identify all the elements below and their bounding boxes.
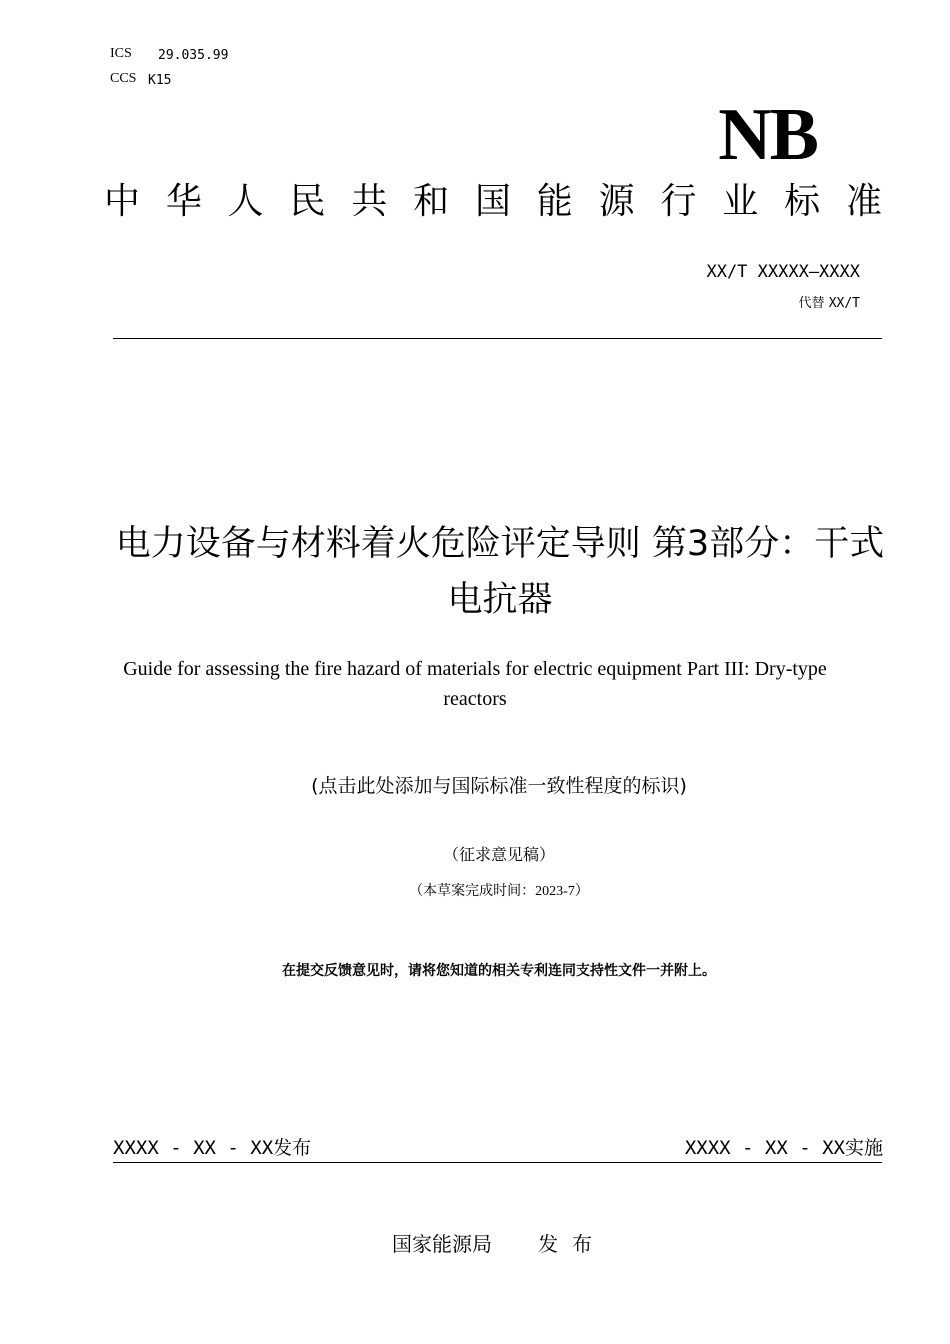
standard-category-title [104,181,882,222]
ccs-label: CCS [110,71,137,86]
implement-date-label: 实施 [844,1137,883,1159]
publish-date-value: XXXX - XX - XX [113,1137,274,1159]
nb-logo: NB [718,94,817,176]
implement-date-value: XXXX - XX - XX [684,1137,845,1159]
standard-category-char: 源 [598,181,635,222]
standard-number: XX/T XXXXX—XXXX [706,262,860,282]
standard-category-char: 中 [104,181,141,222]
standard-category-char: 共 [351,181,388,222]
consistency-placeholder[interactable]: (点击此处添加与国际标准一致性程度的标识) [311,775,687,797]
ics-label: ICS [110,46,132,61]
standard-category-char: 国 [474,181,511,222]
ics-code: 29.035.99 [158,48,229,63]
document-title-english: Guide for assessing the fire hazard of materials for electric equipment Part III: Dry-type reactors [123,658,827,710]
standard-category-char: 和 [413,181,450,222]
standard-category-char: 行 [660,181,697,222]
publisher-line [100,1228,898,1257]
publisher-name: 国家能源局 [392,1232,492,1256]
patent-notice: 在提交反馈意见时，请将您知道的相关专利连同支持性文件一并附上。 [282,963,716,979]
replaces-line [799,292,860,311]
standard-category-char: 业 [722,181,759,222]
replaces-label: 代替 [798,296,825,311]
standard-category-char: 准 [845,181,882,222]
publish-date [113,1133,311,1160]
document-title-chinese: 电力设备与材料着火危险评定导则 第3部分：干式电抗器 [115,524,885,620]
draft-stage: （征求意见稿） [442,847,555,864]
replaces-standard: XX/T [828,296,860,311]
implement-date [685,1133,883,1160]
draft-completion-time: （本草案完成时间：2023-7） [409,884,589,899]
standard-category-char: 华 [165,181,202,222]
standard-category-char: 标 [784,181,821,222]
ccs-code: K15 [148,73,172,88]
publish-date-label: 发布 [273,1137,312,1159]
standard-category-char: 民 [289,181,326,222]
header-divider [113,338,882,339]
publisher-action: 发布 [538,1232,606,1256]
footer-divider [113,1162,882,1163]
standard-category-char: 人 [227,181,264,222]
standard-category-char: 能 [536,181,573,222]
